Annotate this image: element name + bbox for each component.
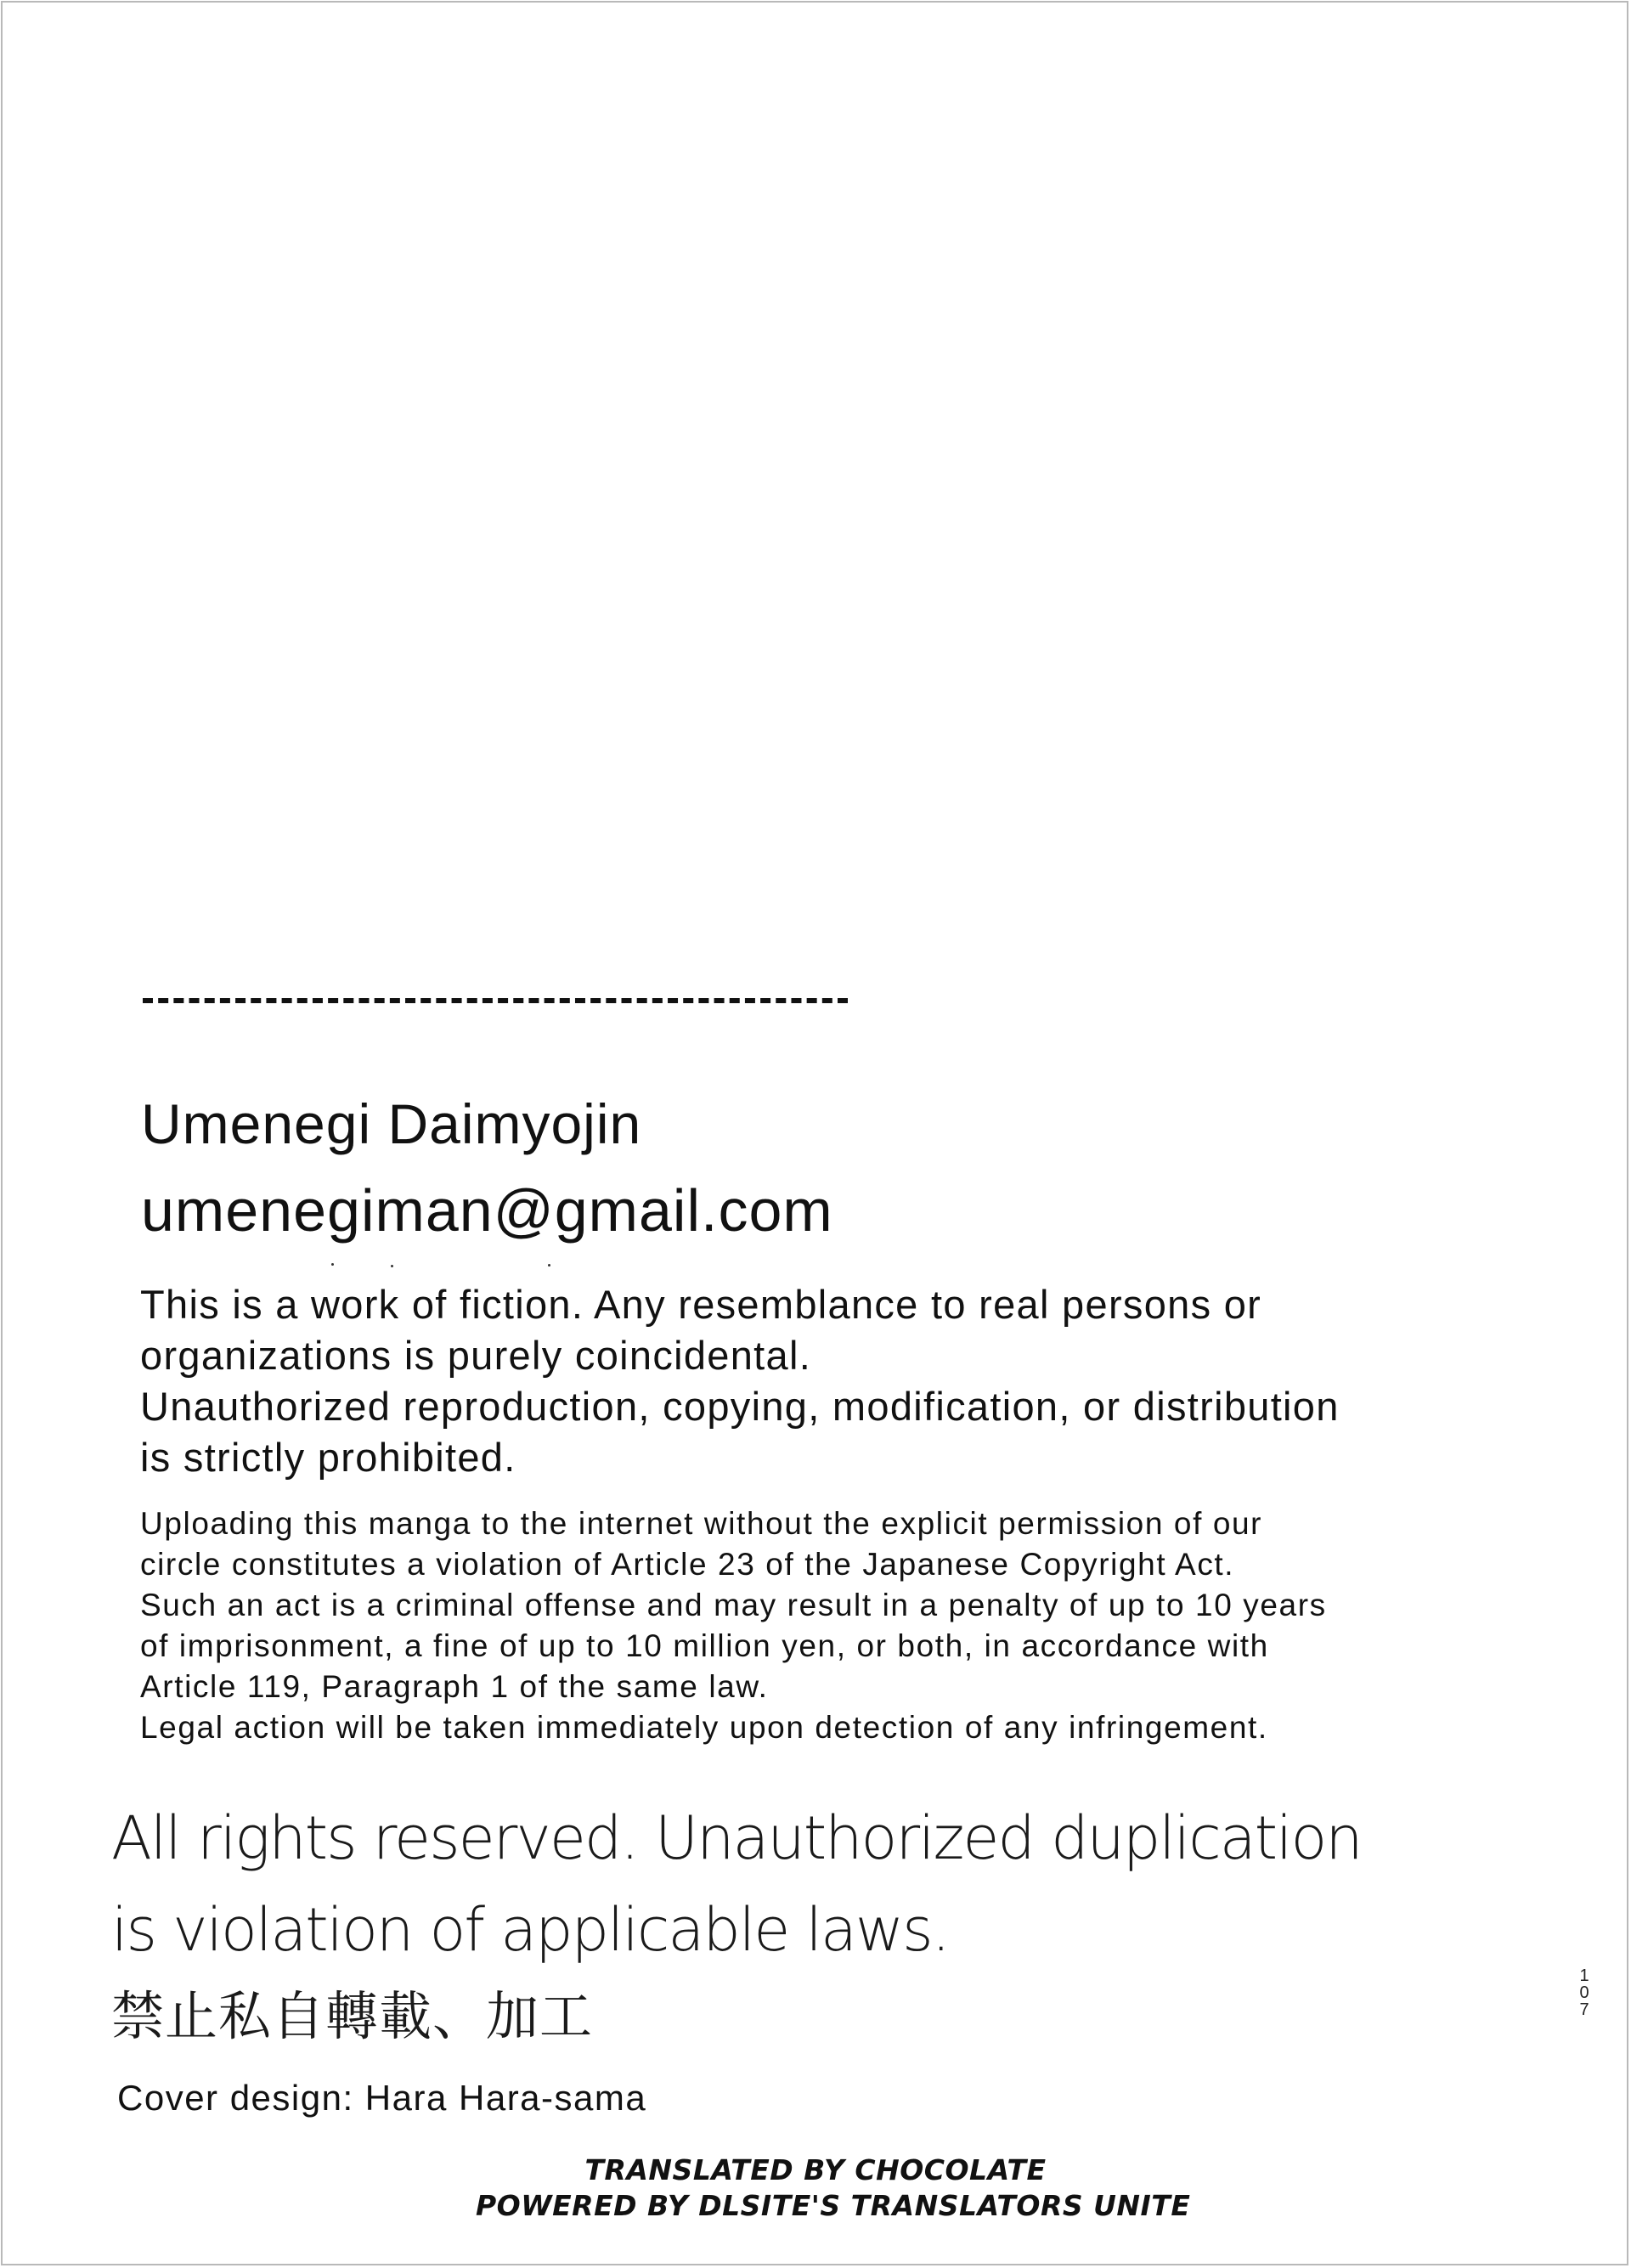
legal-line: circle constitutes a violation of Article 23 of the Japanese Copyright Act.: [140, 1547, 1235, 1582]
notice-line: This is a work of fiction. Any resemblance to real persons or: [140, 1282, 1262, 1327]
legal-line: of imprisonment, a fine of up to 10 million yen, or both, in accordance with: [140, 1628, 1269, 1663]
fiction-notice: [140, 1279, 1499, 1483]
page-number: 107: [1579, 1966, 1589, 2019]
author-email: umenegiman@gmail.com: [141, 1177, 833, 1244]
translator-credits: [476, 2152, 1191, 2224]
translator-line: POWERED BY DLSITE'S TRANSLATORS UNITE: [476, 2189, 1191, 2222]
notice-line: Unauthorized reproduction, copying, modification, or distribution: [140, 1384, 1340, 1429]
author-name: Umenegi Daimyojin: [141, 1092, 642, 1155]
rights-line: is violation of applicable laws.: [111, 1895, 949, 1965]
rights-reserved-japanese: 禁止私自轉載、加工: [111, 1988, 594, 2046]
copyright-warning: [140, 1504, 1499, 1748]
cover-design-credit: Cover design: Hara Hara-sama: [117, 2078, 647, 2118]
print-specks: [331, 1263, 569, 1268]
legal-line: Legal action will be taken immediately upon detection of any infringement.: [140, 1710, 1268, 1745]
rights-reserved-notice: [111, 1792, 1470, 1976]
translator-line: TRANSLATED BY CHOCOLATE: [584, 2153, 1047, 2186]
legal-line: Uploading this manga to the internet without the explicit permission of our: [140, 1506, 1263, 1541]
dashed-divider: [143, 998, 848, 1003]
legal-line: Article 119, Paragraph 1 of the same law.: [140, 1669, 769, 1704]
notice-line: is strictly prohibited.: [140, 1435, 516, 1480]
notice-line: organizations is purely coincidental.: [140, 1333, 812, 1378]
rights-line: All rights reserved. Unauthorized duplication: [111, 1803, 1362, 1873]
legal-line: Such an act is a criminal offense and may result in a penalty of up to 10 years: [140, 1588, 1327, 1622]
